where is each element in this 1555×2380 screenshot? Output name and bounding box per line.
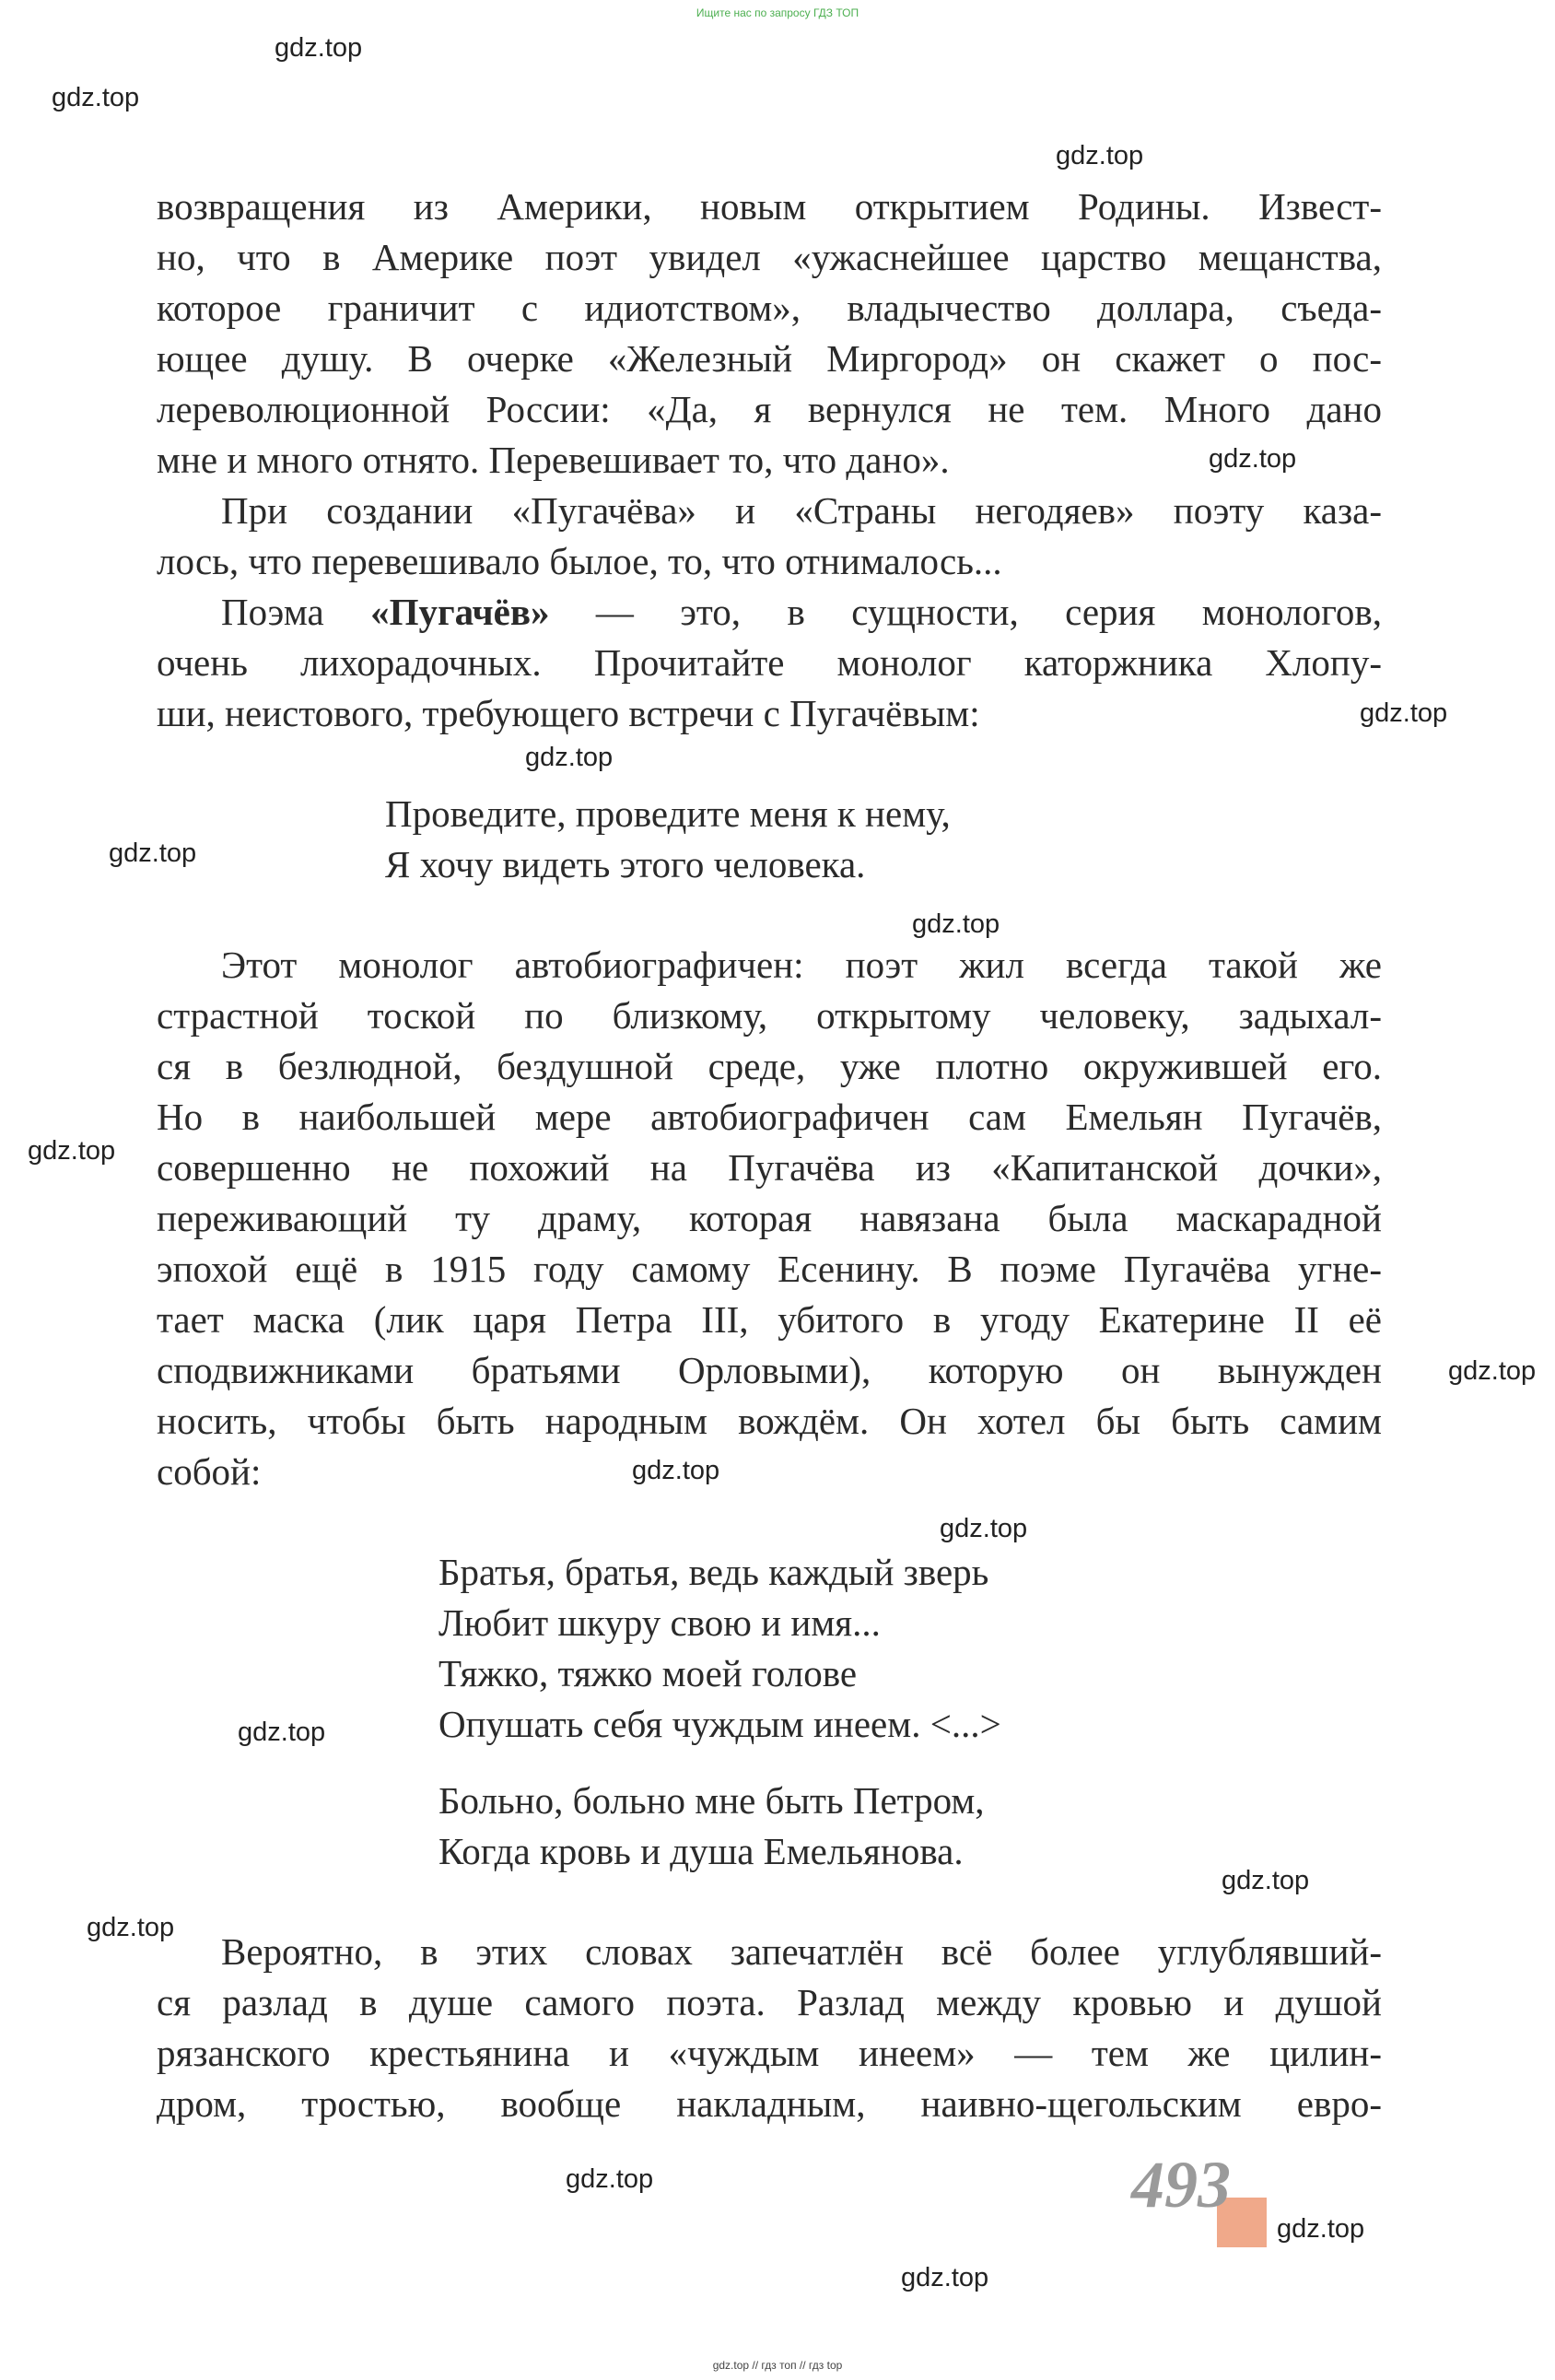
- text-line: лось, что перевешивало былое, то, что отнималось...: [157, 540, 1002, 582]
- watermark: gdz.top: [912, 909, 1000, 939]
- text-line: При создании «Пугачёва» и «Страны негодяев» поэту каза-: [221, 489, 1382, 532]
- watermark: gdz.top: [632, 1456, 720, 1485]
- text-line: возвращения из Америки, новым открытием Родины. Извест-: [157, 185, 1382, 228]
- text-line: Вероятно, в этих словах запечатлён всё более углублявший-: [221, 1930, 1382, 1973]
- verse-line: Проведите, проведите меня к нему,: [385, 792, 951, 835]
- watermark: gdz.top: [238, 1718, 326, 1747]
- verse-line: Любит шкуру свою и имя...: [438, 1601, 881, 1644]
- watermark: gdz.top: [901, 2263, 989, 2292]
- verse-line: Я хочу видеть этого человека.: [385, 843, 866, 885]
- text-line: очень лихорадочных. Прочитайте монолог каторжника Хлопу-: [157, 641, 1382, 684]
- watermark: gdz.top: [109, 838, 197, 868]
- watermark: gdz.top: [1360, 698, 1448, 728]
- text-line: но, что в Америке поэт увидел «ужаснейшее царство мещанства,: [157, 236, 1382, 278]
- watermark: gdz.top: [1448, 1356, 1537, 1386]
- page-number: 493: [1131, 2148, 1231, 2222]
- watermark: gdz.top: [525, 743, 614, 772]
- verse-line: Опушать себя чуждым инеем. <...>: [438, 1703, 1001, 1745]
- text-line: Но в наибольшей мере автобиографичен сам Емельян Пугачёв,: [157, 1096, 1382, 1138]
- watermark: gdz.top: [52, 83, 140, 112]
- text-line: ся разлад в душе самого поэта. Разлад между кровью и душой: [157, 1981, 1382, 2023]
- verse-line: Братья, братья, ведь каждый зверь: [438, 1551, 989, 1593]
- text-line: страстной тоской по близкому, открытому человеку, задыхал-: [157, 994, 1382, 1037]
- text-line: носить, чтобы быть народным вождём. Он хотел бы быть самим: [157, 1400, 1382, 1442]
- text-line-with-title: [221, 588, 1382, 636]
- watermark: gdz.top: [1222, 1866, 1310, 1895]
- text-line: рязанского крестьянина и «чуждым инеем» — тем же цилин-: [157, 2032, 1382, 2074]
- text-line: дром, тростью, вообще накладным, наивно-щегольским евро-: [157, 2082, 1382, 2125]
- watermark: gdz.top: [1056, 141, 1144, 170]
- watermark: gdz.top: [566, 2164, 654, 2194]
- text-line: эпохой ещё в 1915 году самому Есенину. В поэме Пугачёва угне-: [157, 1248, 1382, 1290]
- text-line: совершенно не похожий на Пугачёва из «Капитанской дочки»,: [157, 1146, 1382, 1189]
- text-line: собой:: [157, 1450, 262, 1493]
- watermark: gdz.top: [940, 1514, 1028, 1543]
- bottom-promo-note: gdz.top // гдз топ // гдз top: [712, 2359, 843, 2372]
- watermark: gdz.top: [28, 1136, 116, 1166]
- text-line: переживающий ту драму, которая навязана была маскарадной: [157, 1197, 1382, 1239]
- watermark: gdz.top: [275, 33, 363, 63]
- watermark: gdz.top: [1277, 2214, 1365, 2244]
- text-span: — это, в сущности, серия монологов,: [549, 591, 1382, 633]
- top-promo-note: Ищите нас по запросу ГДЗ ТОП: [696, 6, 859, 19]
- text-line: ющее душу. В очерке «Железный Миргород» он скажет о пос-: [157, 337, 1382, 380]
- text-line: ши, неистового, требующего встречи с Пугачёвым:: [157, 692, 980, 734]
- text-span: Поэма: [221, 591, 371, 633]
- text-line: ся в безлюдной, бездушной среде, уже плотно окружившей его.: [157, 1045, 1382, 1087]
- verse-line: Больно, больно мне быть Петром,: [438, 1779, 985, 1822]
- text-line: мне и много отнято. Перевешивает то, что дано».: [157, 439, 950, 481]
- text-line: которое граничит с идиотством», владычество доллара, съеда-: [157, 287, 1382, 329]
- text-line: тает маска (лик царя Петра III, убитого в угоду Екатерине II её: [157, 1298, 1382, 1341]
- text-line: лереволюционной России: «Да, я вернулся не тем. Много дано: [157, 388, 1382, 430]
- verse-line: Тяжко, тяжко моей голове: [438, 1652, 858, 1694]
- poem-title-bold: «Пугачёв»: [370, 591, 550, 633]
- text-line: Этот монолог автобиографичен: поэт жил всегда такой же: [221, 944, 1382, 986]
- watermark: gdz.top: [1209, 444, 1297, 474]
- verse-line: Когда кровь и душа Емельянова.: [438, 1830, 964, 1872]
- watermark: gdz.top: [87, 1913, 175, 1942]
- text-line: сподвижниками братьями Орловыми), которую он вынужден: [157, 1349, 1382, 1391]
